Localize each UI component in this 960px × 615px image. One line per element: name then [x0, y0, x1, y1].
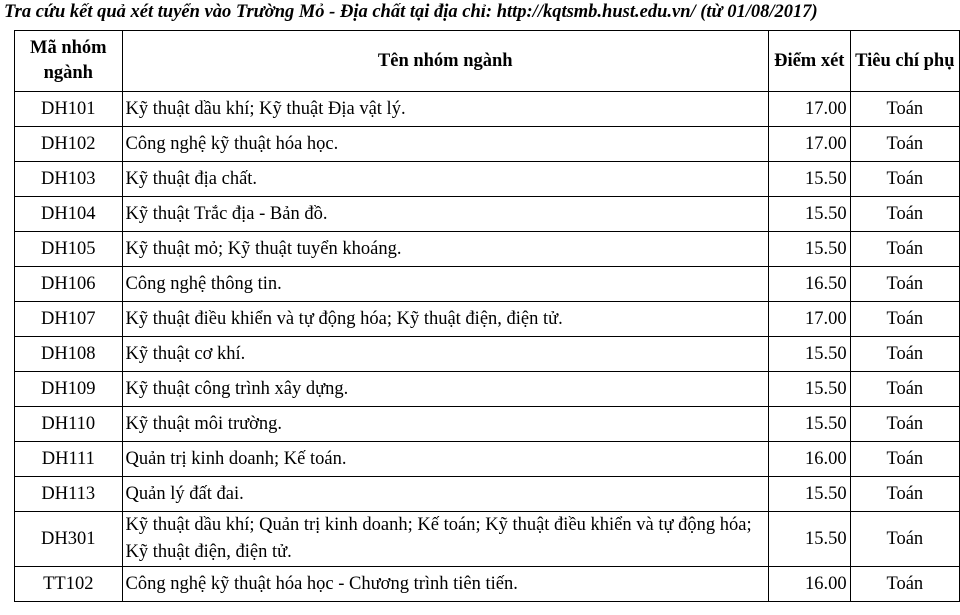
row-code: DH102 — [15, 127, 123, 162]
row-code: TT102 — [15, 567, 123, 602]
row-criteria: Toán — [850, 267, 959, 302]
header-code: Mã nhóm ngành — [15, 31, 123, 92]
row-name: Kỹ thuật địa chất. — [122, 162, 768, 197]
table-row — [15, 337, 960, 372]
row-code: DH105 — [15, 232, 123, 267]
row-score: 15.50 — [768, 477, 850, 512]
row-criteria: Toán — [850, 477, 959, 512]
table-row — [15, 302, 960, 337]
row-score: 17.00 — [768, 302, 850, 337]
row-code: DH301 — [15, 512, 123, 567]
header-criteria: Tiêu chí phụ — [850, 31, 959, 92]
row-name: Công nghệ kỹ thuật hóa học - Chương trình tiên tiến. — [122, 567, 768, 602]
row-code: DH101 — [15, 92, 123, 127]
row-name: Quản lý đất đai. — [122, 477, 768, 512]
row-score: 16.00 — [768, 442, 850, 477]
table-row — [15, 267, 960, 302]
row-name: Công nghệ kỹ thuật hóa học. — [122, 127, 768, 162]
admission-scores-table — [14, 30, 960, 602]
row-criteria: Toán — [850, 407, 959, 442]
table-row — [15, 92, 960, 127]
row-score: 15.50 — [768, 512, 850, 567]
row-criteria: Toán — [850, 372, 959, 407]
table-row — [15, 477, 960, 512]
row-score: 16.00 — [768, 567, 850, 602]
row-name: Kỹ thuật điều khiển và tự động hóa; Kỹ thuật điện, điện tử. — [122, 302, 768, 337]
row-name: Kỹ thuật cơ khí. — [122, 337, 768, 372]
table-row — [15, 567, 960, 602]
row-name: Kỹ thuật môi trường. — [122, 407, 768, 442]
row-criteria: Toán — [850, 567, 959, 602]
row-code: DH106 — [15, 267, 123, 302]
table-header-row — [15, 31, 960, 92]
table-row — [15, 127, 960, 162]
table-row — [15, 197, 960, 232]
table-row — [15, 442, 960, 477]
row-criteria: Toán — [850, 302, 959, 337]
row-score: 15.50 — [768, 372, 850, 407]
row-code: DH110 — [15, 407, 123, 442]
row-code: DH108 — [15, 337, 123, 372]
row-criteria: Toán — [850, 197, 959, 232]
row-score: 17.00 — [768, 127, 850, 162]
row-score: 15.50 — [768, 232, 850, 267]
row-criteria: Toán — [850, 92, 959, 127]
row-score: 15.50 — [768, 337, 850, 372]
row-criteria: Toán — [850, 127, 959, 162]
row-score: 15.50 — [768, 197, 850, 232]
row-criteria: Toán — [850, 337, 959, 372]
row-code: DH109 — [15, 372, 123, 407]
row-score: 15.50 — [768, 407, 850, 442]
row-criteria: Toán — [850, 232, 959, 267]
row-score: 16.50 — [768, 267, 850, 302]
page-caption: Tra cứu kết quả xét tuyển vào Trường Mỏ - Địa chất tại địa chỉ: http://kqtsmb.hust.edu.vn/ (từ 01/08/2017) — [4, 2, 818, 22]
table-row — [15, 407, 960, 442]
row-criteria: Toán — [850, 512, 959, 567]
header-name: Tên nhóm ngành — [122, 31, 768, 92]
row-name: Công nghệ thông tin. — [122, 267, 768, 302]
row-score: 15.50 — [768, 162, 850, 197]
row-name: Kỹ thuật dầu khí; Quản trị kinh doanh; Kế toán; Kỹ thuật điều khiển và tự động hóa; Kỹ thuật điện, điện tử. — [122, 512, 768, 567]
row-score: 17.00 — [768, 92, 850, 127]
table-row — [15, 162, 960, 197]
row-criteria: Toán — [850, 162, 959, 197]
row-code: DH103 — [15, 162, 123, 197]
row-name: Quản trị kinh doanh; Kế toán. — [122, 442, 768, 477]
table-row — [15, 512, 960, 567]
row-code: DH111 — [15, 442, 123, 477]
table-row — [15, 232, 960, 267]
row-name: Kỹ thuật Trắc địa - Bản đồ. — [122, 197, 768, 232]
row-name: Kỹ thuật dầu khí; Kỹ thuật Địa vật lý. — [122, 92, 768, 127]
row-code: DH104 — [15, 197, 123, 232]
row-code: DH107 — [15, 302, 123, 337]
row-criteria: Toán — [850, 442, 959, 477]
row-name: Kỹ thuật công trình xây dựng. — [122, 372, 768, 407]
row-name: Kỹ thuật mỏ; Kỹ thuật tuyển khoáng. — [122, 232, 768, 267]
table-row — [15, 372, 960, 407]
row-code: DH113 — [15, 477, 123, 512]
header-score: Điểm xét — [768, 31, 850, 92]
